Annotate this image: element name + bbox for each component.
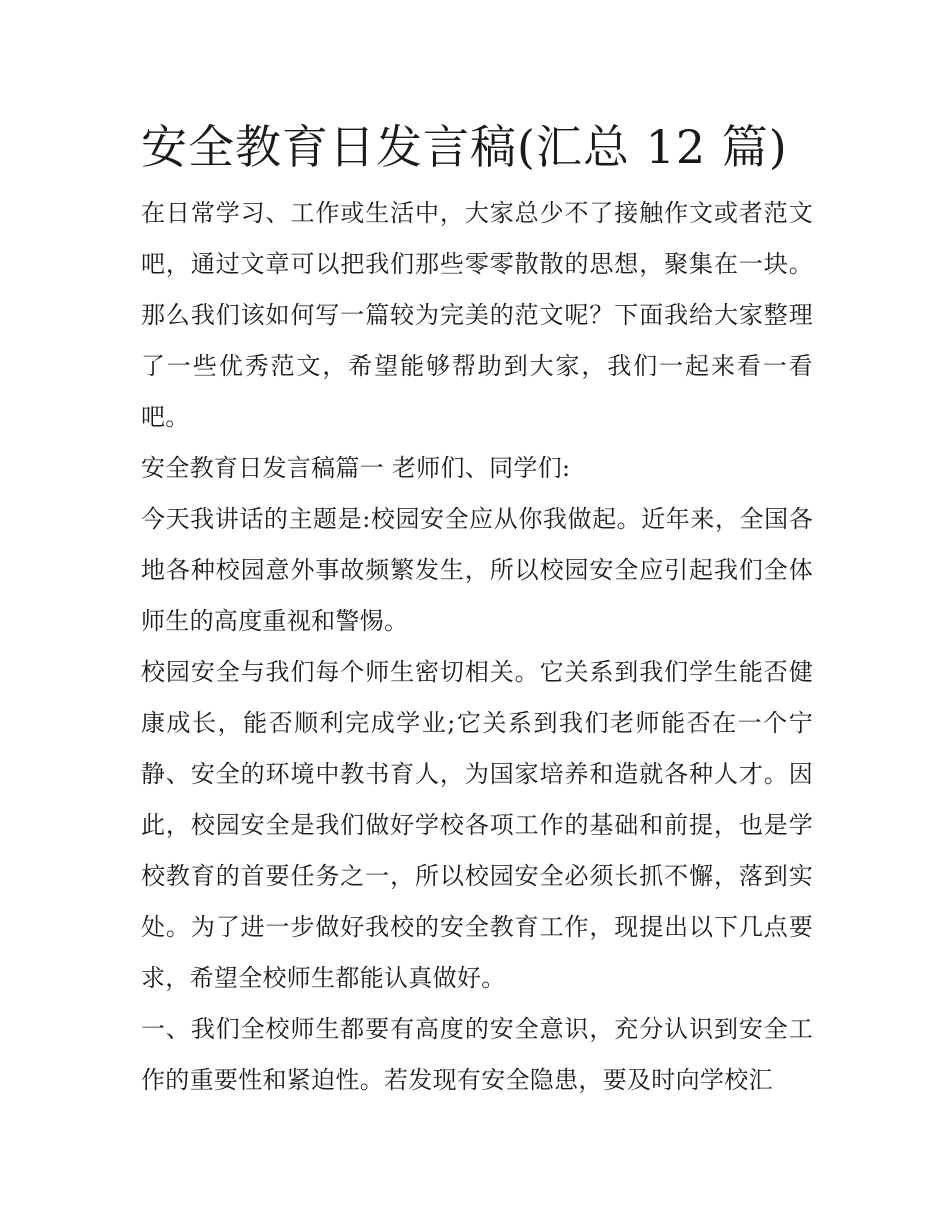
paragraph-topic: 今天我讲话的主题是:校园安全应从你我做起。近年来，全国各地各种校园意外事故频繁发生，所以校园安全应引起我们全体师生的高度重视和警惕。 bbox=[141, 505, 813, 635]
paragraph-speech-heading: 安全教育日发言稿篇一 老师们、同学们: bbox=[141, 454, 571, 482]
paragraph-requirement-one: 一、我们全校师生都要有高度的安全意识，充分认识到安全工作的重要性和紧迫性。若发现有安全隐患，要及时向学校汇 bbox=[141, 1015, 813, 1094]
paragraph-intro: 在日常学习、工作或生活中，大家总少不了接触作文或者范文吧，通过文章可以把我们那些零零散散的思想，聚集在一块。那么我们该如何写一篇较为完美的范文呢？下面我给大家整理了一些优秀范文，希望能够帮助到大家，我们一起来看一看吧。 bbox=[141, 199, 813, 431]
document-body bbox=[141, 112, 813, 1106]
document-title: 安全教育日发言稿(汇总 12 篇) bbox=[141, 120, 788, 174]
paragraph-campus-safety: 校园安全与我们每个师生密切相关。它关系到我们学生能否健康成长，能否顺利完成学业;它关系到我们老师能否在一个宁静、安全的环境中教书育人，为国家培养和造就各种人才。因此，校园安全是我们做好学校各项工作的基础和前提，也是学校教育的首要任务之一，所以校园安全必须长抓不懈，落到实处。为了进一步做好我校的安全教育工作，现提出以下几点要求，希望全校师生都能认真做好。 bbox=[141, 658, 813, 992]
